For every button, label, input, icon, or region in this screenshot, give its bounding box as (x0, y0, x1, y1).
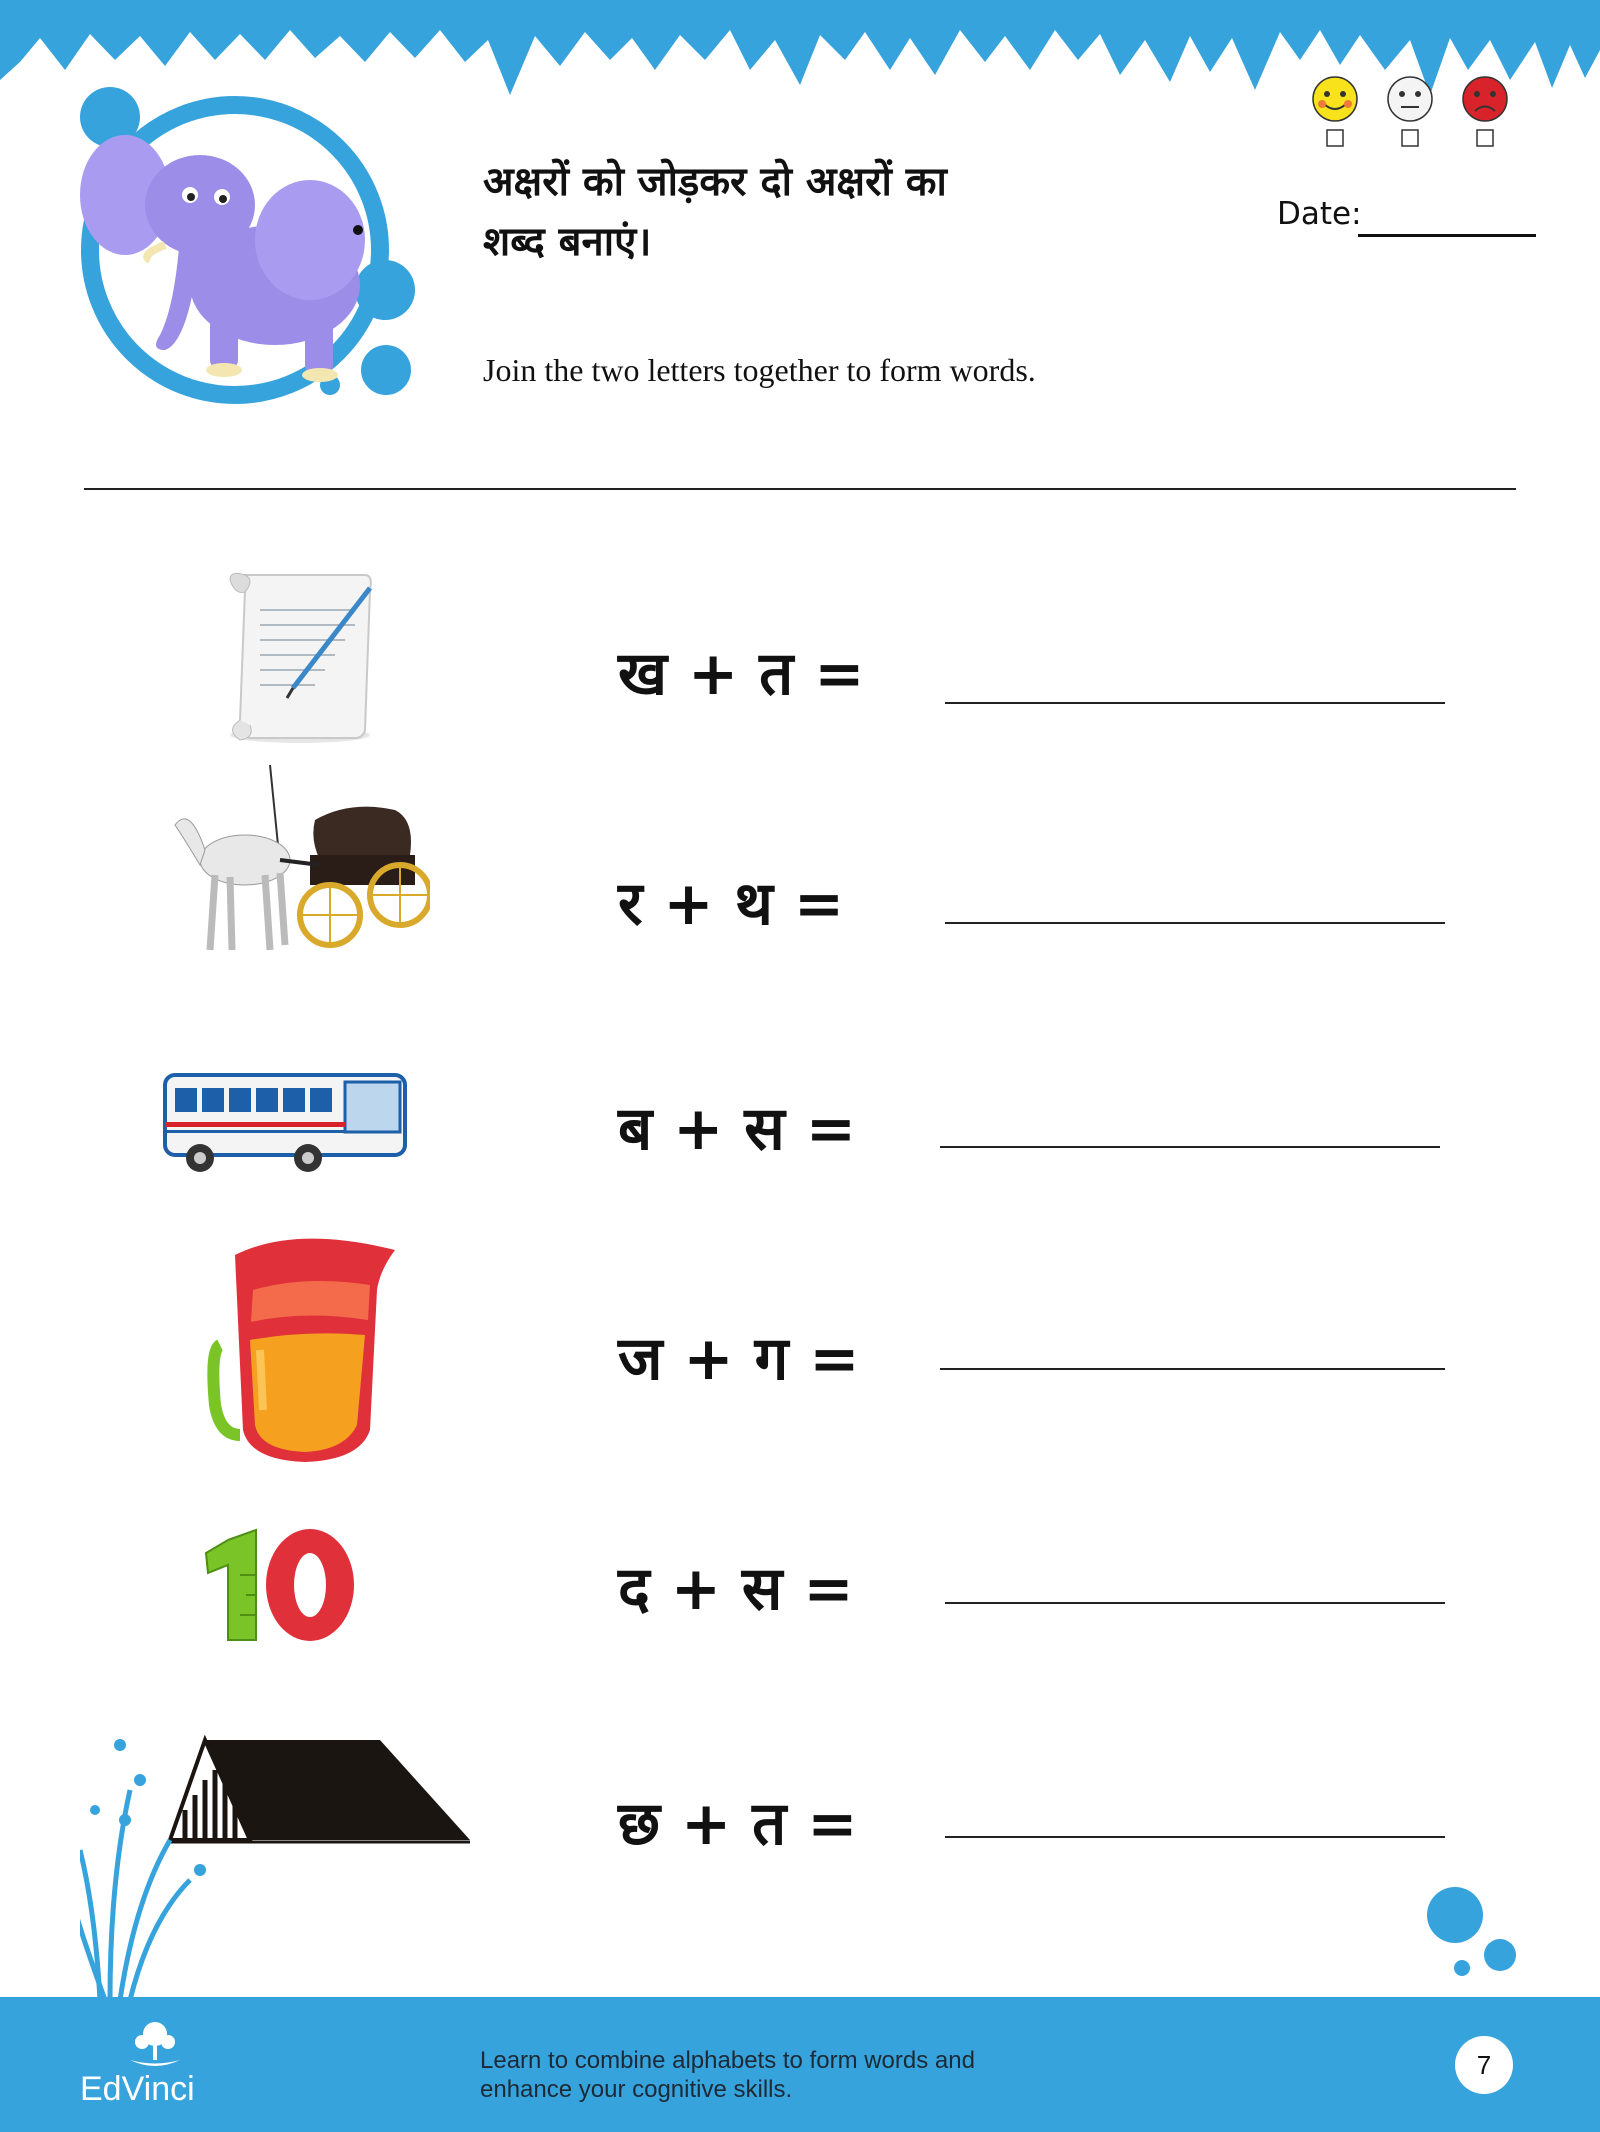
answer-line-3[interactable] (940, 1146, 1440, 1148)
happy-face-icon (1313, 77, 1357, 121)
bubbles-decoration (1420, 1880, 1540, 1990)
footer-tagline-line1: Learn to combine alphabets to form words and (480, 2047, 975, 2074)
answer-line-6[interactable] (945, 1836, 1445, 1838)
edvinci-logo (80, 2012, 230, 2112)
title-hindi-line2: शब्द बनाएं। (483, 219, 652, 265)
sad-checkbox[interactable] (1477, 130, 1493, 146)
instruction-english: Join the two letters together to form words. (483, 352, 1036, 388)
neutral-face-icon (1388, 77, 1432, 121)
horse-carriage-icon (170, 765, 430, 970)
equation-row-4: ज + ग = (618, 1324, 860, 1394)
date-label: Date: (1277, 196, 1362, 232)
footer-tagline-line2: enhance your cognitive skills. (480, 2076, 793, 2103)
equation-row-5: द + स = (618, 1554, 854, 1624)
title-hindi-line1: अक्षरों को जोड़कर दो अक्षरों का (483, 159, 947, 205)
answer-line-4[interactable] (940, 1368, 1445, 1370)
header-divider (84, 488, 1516, 490)
elephant-badge-icon (70, 85, 420, 415)
answer-line-1[interactable] (945, 702, 1445, 704)
roof-icon (80, 1730, 480, 2000)
brand-name: EdVinci (80, 2070, 195, 2108)
sad-face-icon (1463, 77, 1507, 121)
letter-scroll-icon (215, 570, 380, 745)
rating-faces (1300, 74, 1520, 154)
ten-label: 10 (198, 1525, 200, 1526)
number-ten-icon (198, 1525, 358, 1645)
answer-line-5[interactable] (945, 1602, 1445, 1604)
equation-row-3: ब + स = (618, 1094, 857, 1164)
date-field-line[interactable] (1358, 234, 1536, 237)
answer-line-2[interactable] (945, 922, 1445, 924)
footer-tagline (480, 2046, 975, 2104)
page-number: 7 (1455, 2036, 1513, 2094)
happy-checkbox[interactable] (1327, 130, 1343, 146)
neutral-checkbox[interactable] (1402, 130, 1418, 146)
jug-icon (205, 1230, 405, 1470)
equation-row-2: र + थ = (618, 869, 845, 939)
equation-row-1: ख + त = (618, 639, 865, 709)
equation-row-6: छ + त = (618, 1789, 858, 1859)
bus-icon (160, 1060, 410, 1180)
